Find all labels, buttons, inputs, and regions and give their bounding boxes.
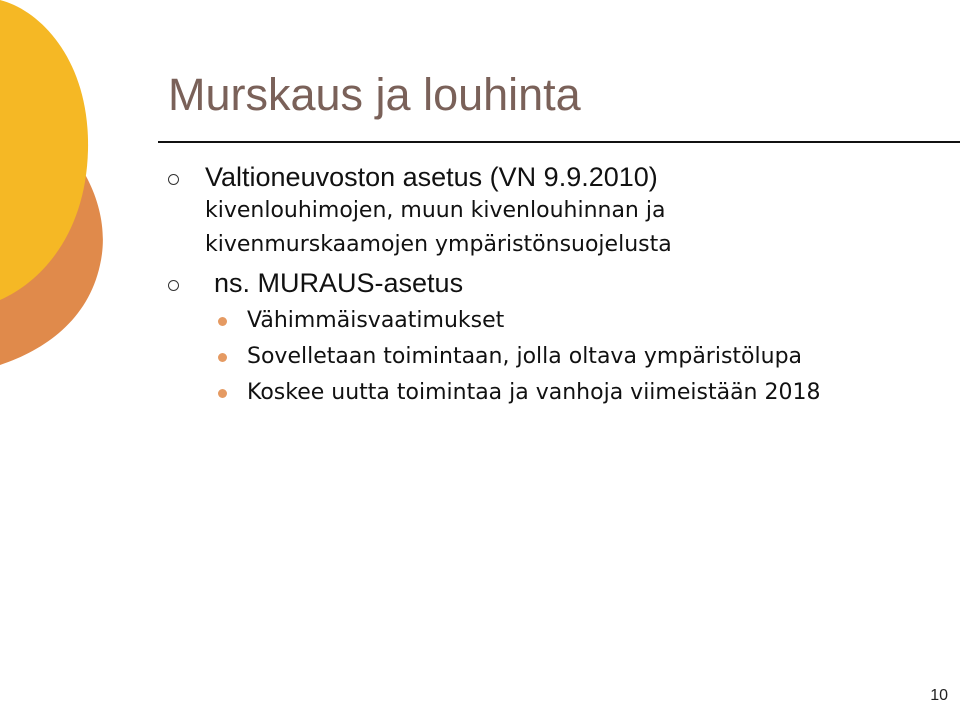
dot-bullet-icon bbox=[218, 353, 227, 362]
bullet-line: kivenlouhimojen, muun kivenlouhinnan ja bbox=[205, 198, 666, 223]
slide-title: Murskaus ja louhinta bbox=[168, 69, 581, 120]
bullet-line: kivenmurskaamojen ympäristönsuojelusta bbox=[205, 232, 672, 257]
sub-bullet-line: Sovelletaan toimintaan, jolla oltava ympäristölupa bbox=[247, 344, 803, 369]
title-underline bbox=[158, 141, 960, 143]
hollow-bullet-icon bbox=[168, 280, 179, 291]
dot-bullet-icon bbox=[218, 389, 227, 398]
bullet-line: ns. MURAUS-asetus bbox=[214, 268, 464, 298]
bullet-line: Valtioneuvoston asetus (VN 9.9.2010) bbox=[205, 162, 658, 192]
decorative-shapes bbox=[0, 0, 120, 380]
sub-bullet-line: Vähimmäisvaatimukset bbox=[247, 308, 505, 333]
sub-bullet-line: Koskee uutta toimintaa ja vanhoja viimeistään 2018 bbox=[247, 380, 821, 405]
hollow-bullet-icon bbox=[168, 174, 179, 185]
dot-bullet-icon bbox=[218, 317, 227, 326]
page-number: 10 bbox=[930, 687, 948, 704]
